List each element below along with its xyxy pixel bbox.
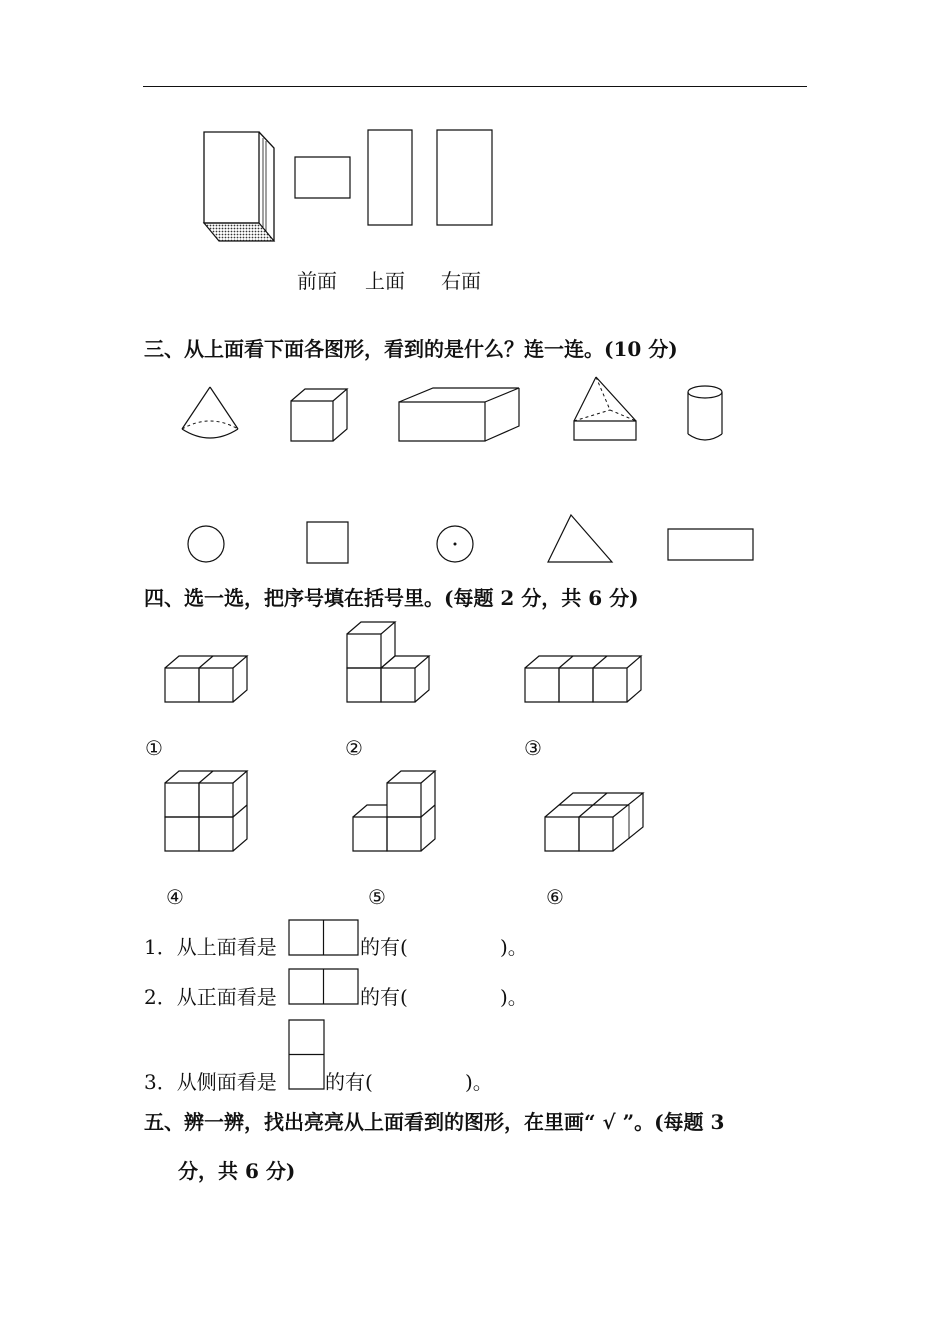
question-2-suffix: 的有( [360,985,408,1009]
view-top-rectangle [367,129,414,227]
cube-stack-2 [345,620,435,704]
label-top: 上面 [365,269,405,293]
question-1-suffix: 的有( [360,935,408,959]
cuboid-figure [200,128,280,246]
cube-stack-1 [163,654,253,704]
view-right-rectangle [436,129,494,227]
cone-icon [180,385,240,443]
label-front: 前面 [297,269,337,293]
figure-number-5: ⑤ [368,885,386,909]
cylinder-icon [686,384,726,444]
figure-number-1: ① [145,736,163,760]
figure-number-6: ⑥ [546,885,564,909]
header-rule [143,86,807,87]
section5-title-cont: 分，共 6 分) [178,1159,296,1183]
triangular-prism-icon [570,375,640,443]
cube-stack-6 [543,791,649,853]
cube-stack-3 [523,654,647,704]
two-squares-horizontal-icon-2 [288,968,360,1006]
answer-blank-1[interactable]: )。 [500,935,528,959]
two-squares-vertical-icon [288,1019,326,1091]
answer-blank-3[interactable]: )。 [465,1070,493,1094]
label-right: 右面 [441,269,481,293]
square-icon [306,521,350,565]
cuboid-icon [397,386,523,443]
cube-stack-4 [163,769,253,853]
section4-title: 四、选一选，把序号填在括号里。(每题 2 分，共 6 分) [144,586,639,610]
answer-blank-2[interactable]: )。 [500,985,528,1009]
circle-icon [186,524,226,564]
section5-title: 五、辨一辨，找出亮亮从上面看到的图形，在里画“ √ ”。(每题 3 [144,1110,725,1134]
view-front-rectangle [294,156,352,200]
triangle-icon [546,513,614,565]
figure-number-2: ② [345,736,363,760]
question-3-suffix: 的有( [325,1070,373,1094]
cube-stack-5 [351,769,441,853]
cube-icon [289,387,351,443]
two-squares-horizontal-icon [288,919,360,957]
circle-with-dot-icon [435,524,475,564]
question-2-prefix: 2．从正面看是 [144,985,277,1009]
question-1-prefix: 1．从上面看是 [144,935,277,959]
question-3-prefix: 3．从侧面看是 [144,1070,277,1094]
rectangle-icon [667,528,755,562]
section3-title: 三、从上面看下面各图形，看到的是什么？连一连。(10 分) [144,337,678,361]
figure-number-3: ③ [524,736,542,760]
figure-number-4: ④ [166,885,184,909]
